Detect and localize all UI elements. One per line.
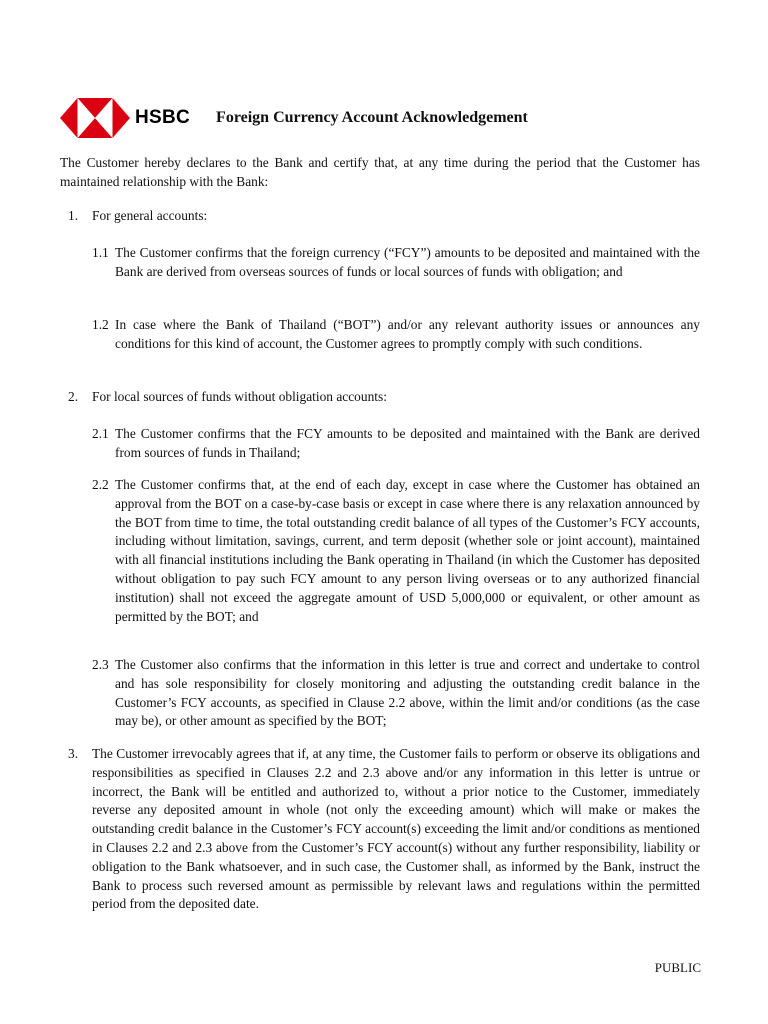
- classification-label: PUBLIC: [654, 960, 701, 975]
- document-title: Foreign Currency Account Acknowledgement: [216, 109, 528, 126]
- clause-number: 1.1: [92, 245, 109, 260]
- section-label: For local sources of funds without obligation accounts:: [92, 389, 387, 404]
- section-number: 2.: [68, 389, 79, 404]
- section-number: 3.: [68, 746, 79, 761]
- section-text: The Customer irrevocably agrees that if, at any time, the Customer fails to perform or observe its obligations and responsibilities as specified in Clauses 2.2 and 2.3 above and/or any information in this letter is untrue or incorrect, the Bank will be entitled and authorized to, without a prior notice to the Customer, immediately reverse any deposited amount in whole (not only the exceeding amount) which will make or makes the outstanding credit balance in the Customer’s FCY account(s) exceeding the limit and/or conditions as mentioned in Clauses 2.2 and 2.3 above from the Customer’s FCY account(s) without any further responsibility, liability or obligation to the Bank whatsoever, and in such case, the Customer shall, as informed by the Bank, instruct the Bank to process such reversed amount as permissible by relevant laws and regulations within the permitted period from the deposited date.: [92, 746, 700, 912]
- clause-number: 2.2: [92, 477, 109, 492]
- document-header: [60, 98, 528, 138]
- clause-2-3: [92, 656, 700, 731]
- clause-1-1: [92, 244, 700, 282]
- clause-number: 2.1: [92, 426, 109, 441]
- intro-paragraph: The Customer hereby declares to the Bank and certify that, at any time during the period that the Customer has maintained relationship with the Bank:: [60, 155, 700, 189]
- brand-wordmark: HSBC: [135, 107, 191, 128]
- section-label: For general accounts:: [92, 208, 208, 223]
- clause-number: 1.2: [92, 317, 109, 332]
- section-3: [60, 745, 700, 914]
- clause-text: The Customer confirms that the foreign currency (“FCY”) amounts to be deposited and maintained with the Bank are derived from overseas sources of funds or local sources of funds with obligation; and: [115, 245, 700, 279]
- clause-1-2: [92, 316, 700, 354]
- section-number: 1.: [68, 208, 79, 223]
- clause-2-2: [92, 476, 700, 626]
- clause-text: The Customer also confirms that the information in this letter is true and correct and undertake to control and has sole responsibility for closely monitoring and adjusting the outstanding credit balance in the Customer’s FCY accounts, as specified in Clause 2.2 above, within the limit and/or conditions (as the case may be), or other amount as specified by the BOT;: [115, 657, 700, 729]
- clause-2-1: [92, 425, 700, 463]
- hsbc-hexagon-logo-icon: [60, 98, 130, 138]
- clause-text: The Customer confirms that, at the end of each day, except in case where the Customer has obtained an approval from the BOT on a case-by-case basis or except in case where there is any relaxation announced by the BOT from time to time, the total outstanding credit balance of all types of the Customer’s FCY accounts, including without limitation, savings, current, and term deposit (whether sole or joint account), maintained with all financial institutions including the Bank operating in Thailand (in which the Customer has deposited without obligation to pay such FCY amount to any person living overseas or to any authorized financial institution) shall not exceed the aggregate amount of USD 5,000,000 or equivalent, or other amount as permitted by the BOT; and: [115, 477, 700, 624]
- clause-number: 2.3: [92, 657, 109, 672]
- clause-text: In case where the Bank of Thailand (“BOT”) and/or any relevant authority issues or announces any conditions for this kind of account, the Customer agrees to promptly comply with such conditions.: [115, 317, 700, 351]
- clause-text: The Customer confirms that the FCY amounts to be deposited and maintained with the Bank are derived from sources of funds in Thailand;: [115, 426, 700, 460]
